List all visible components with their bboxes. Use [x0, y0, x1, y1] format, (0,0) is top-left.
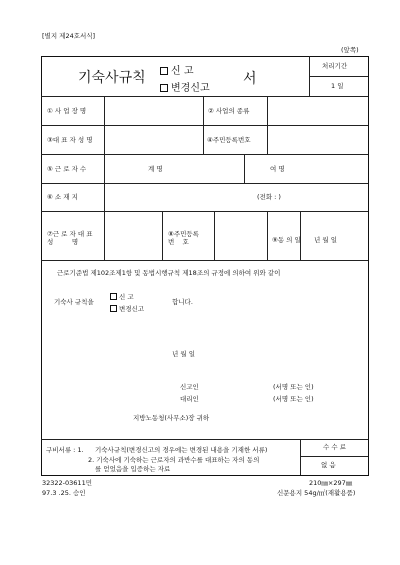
checkbox-icon: [160, 84, 168, 92]
form-code: 32322-03611민: [42, 479, 92, 487]
business-name-label: ① 사 업 장 명: [47, 107, 87, 115]
title-option-change-report[interactable]: 변경신고: [160, 79, 210, 94]
representative-resident-label: ⑧주민등록 번 호: [168, 230, 199, 247]
address-phone-field[interactable]: (전화 : ): [257, 193, 281, 201]
legal-basis-text: 근로기준법 제102조제1항 및 동법시행규칙 제18조의 규정에 의하여 위와 같이: [57, 269, 281, 277]
worker-female-field[interactable]: 여 명: [270, 165, 285, 173]
statement-option-change[interactable]: 변경신고: [110, 305, 144, 313]
checkbox-icon: [110, 293, 117, 300]
fee-value: 없 음: [321, 461, 336, 469]
checkbox-icon: [110, 305, 117, 312]
reporter-signature[interactable]: (서명 또는 인): [273, 383, 314, 391]
form-number: [별지 제24호서식]: [42, 32, 96, 40]
resident-number-label: ④주민등록번호: [207, 136, 251, 144]
attachment-item-2-cont: 를 얻었음을 입증하는 자료: [95, 465, 171, 473]
checkbox-icon: [160, 67, 168, 75]
processing-period-value: 1 일: [331, 82, 344, 90]
paper-type: 신문용지 54g/㎡(재활용품): [277, 489, 356, 497]
title-option-report[interactable]: 신 고: [160, 62, 194, 77]
statement-suffix: 합니다.: [172, 298, 193, 306]
resident-number-field[interactable]: [270, 127, 365, 152]
consent-date-field[interactable]: 년 월 일: [314, 236, 337, 244]
attachments-label: 구비서류 : 1.: [46, 446, 84, 454]
business-type-label: ② 사업의 종류: [208, 107, 250, 115]
reporter-label: 신고인: [180, 383, 199, 391]
addressee-text: 지방노동청(사무소)장 귀하: [133, 414, 210, 422]
approval-date: 97.3 .25. 승인: [42, 489, 86, 497]
worker-total-field[interactable]: 계 명: [148, 165, 163, 173]
worker-representative-field[interactable]: [106, 213, 160, 258]
agent-signature[interactable]: (서명 또는 인): [273, 395, 314, 403]
submission-date-field[interactable]: 년 월 일: [172, 350, 195, 358]
attachment-item-2: 2. 기숙사에 기숙하는 근로자의 과반수를 대표하는 자의 동의: [88, 456, 260, 464]
side-note: (앞쪽): [341, 46, 359, 54]
address-label: ⑥ 소 재 지: [47, 193, 78, 201]
representative-name-field[interactable]: [106, 127, 201, 152]
agent-label: 대리인: [180, 395, 199, 403]
attachment-item-1: 기숙사규칙(변경신고의 경우에는 변경된 내용을 기재한 서류): [95, 446, 268, 454]
business-name-field[interactable]: [106, 98, 201, 123]
worker-representative-label: ⑦근 로 자 대 표 성 명: [47, 230, 93, 247]
statement-option-report[interactable]: 신 고: [110, 293, 134, 301]
worker-count-label: ⑤ 근 로 자 수: [47, 165, 87, 173]
business-type-field[interactable]: [270, 98, 365, 123]
fee-label: 수 수 료: [323, 443, 346, 451]
representative-name-label: ③대 표 자 성 명: [47, 136, 93, 144]
processing-period-label: 처리기간: [322, 62, 348, 70]
form-title: 기숙사규칙: [78, 70, 146, 86]
statement-prefix: 기숙사 규칙을: [54, 298, 94, 306]
paper-size: 210㎜×297㎜: [309, 479, 353, 487]
consent-date-label: ⑨동 의 일: [272, 236, 301, 244]
title-suffix: 서: [243, 71, 257, 87]
representative-resident-field[interactable]: [216, 213, 265, 258]
